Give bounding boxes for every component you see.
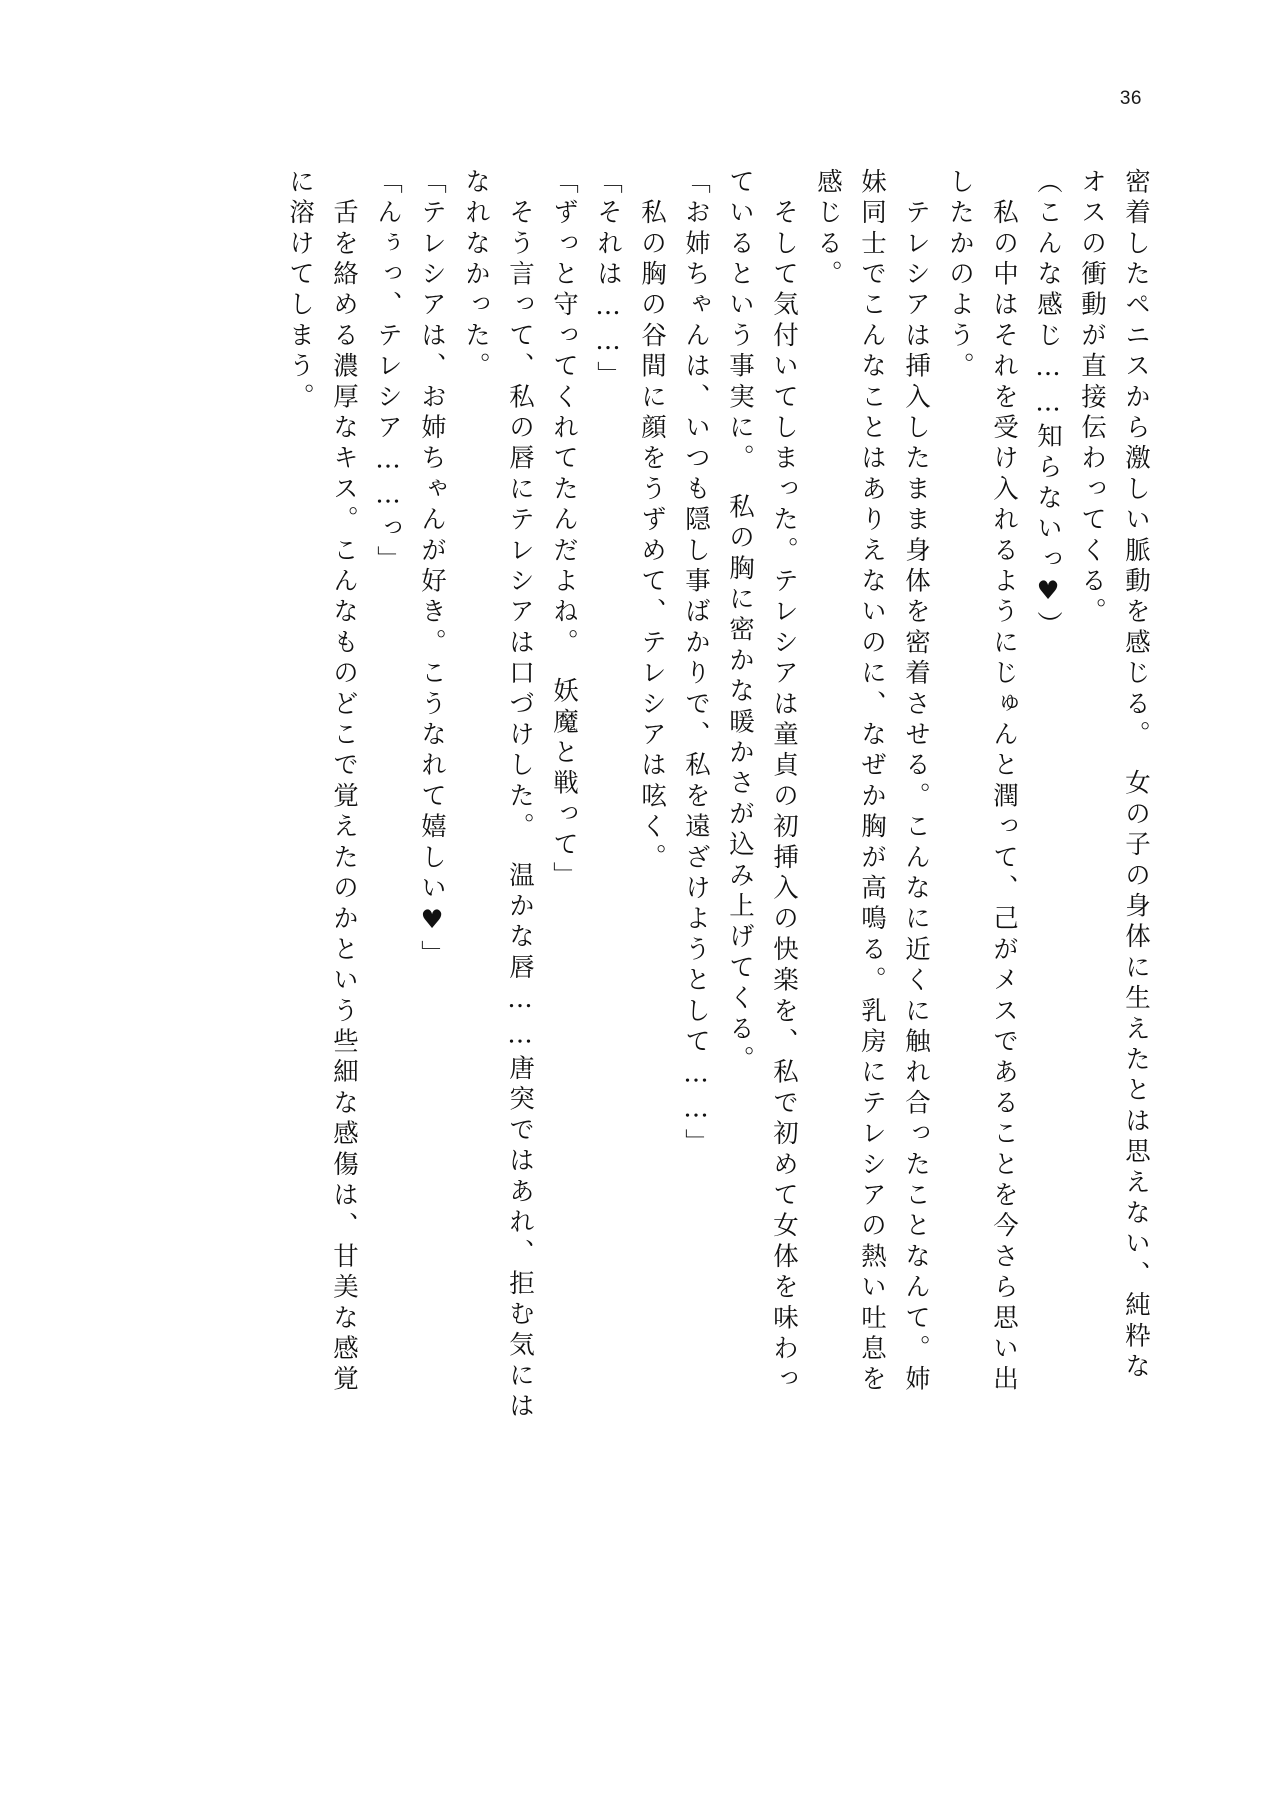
page-number: 36 <box>1119 88 1142 109</box>
text-line: 感じる。 <box>813 168 843 291</box>
text-line: 舌を絡める濃厚なキス。こんなものどこで覚えたのかという些細な感傷は、甘美な感覚 <box>329 168 359 1396</box>
vertical-text-body <box>148 168 1151 1598</box>
text-line: したかのよう。 <box>945 168 975 383</box>
text-line: 私の中はそれを受け入れるようにじゅんと潤って、己がメスであることを今さら思い出 <box>989 168 1019 1396</box>
text-line: なれなかった。 <box>461 168 491 383</box>
text-line: 「お姉ちゃんは、いつも隠し事ばかりで、私を遠ざけようとして……」 <box>681 168 711 1160</box>
text-line: そして気付いてしまった。テレシアは童貞の初挿入の快楽を、私で初めて女体を味わっ <box>769 168 799 1396</box>
text-line: ているという事実に。 私の胸に密かな暖かさが込み上げてくる。 <box>725 168 755 1077</box>
text-line: オスの衝動が直接伝わってくる。 <box>1077 168 1107 629</box>
text-line: テレシアは挿入したまま身体を密着させる。こんなに近くに触れ合ったことなんて。姉 <box>901 168 931 1396</box>
text-line: 「テレシアは、お姉ちゃんが好き。こうなれて嬉しい♥」 <box>417 168 447 971</box>
text-line: 私の胸の谷間に顔をうずめて、テレシアは呟く。 <box>637 168 667 875</box>
text-line: 密着したペニスから激しい脈動を感じる。 女の子の身体に生えたとは思えない、純粋な <box>1121 168 1151 1384</box>
text-line: 妹同士でこんなことはありえないのに、なぜか胸が高鳴る。乳房にテレシアの熱い吐息を <box>857 168 887 1396</box>
text-line: に溶けてしまう。 <box>285 168 315 414</box>
text-line: （こんな感じ……知らないっ♥） <box>1033 168 1063 642</box>
text-line: 「それは……」 <box>593 168 623 392</box>
text-line: 「んぅっ、テレシア……っ」 <box>373 168 403 577</box>
text-line: そう言って、私の唇にテレシアは口づけした。 温かな唇……唐突ではあれ、拒む気には <box>505 168 535 1423</box>
text-line: 「ずっと守ってくれてたんだよね。 妖魔と戦って」 <box>549 168 579 893</box>
